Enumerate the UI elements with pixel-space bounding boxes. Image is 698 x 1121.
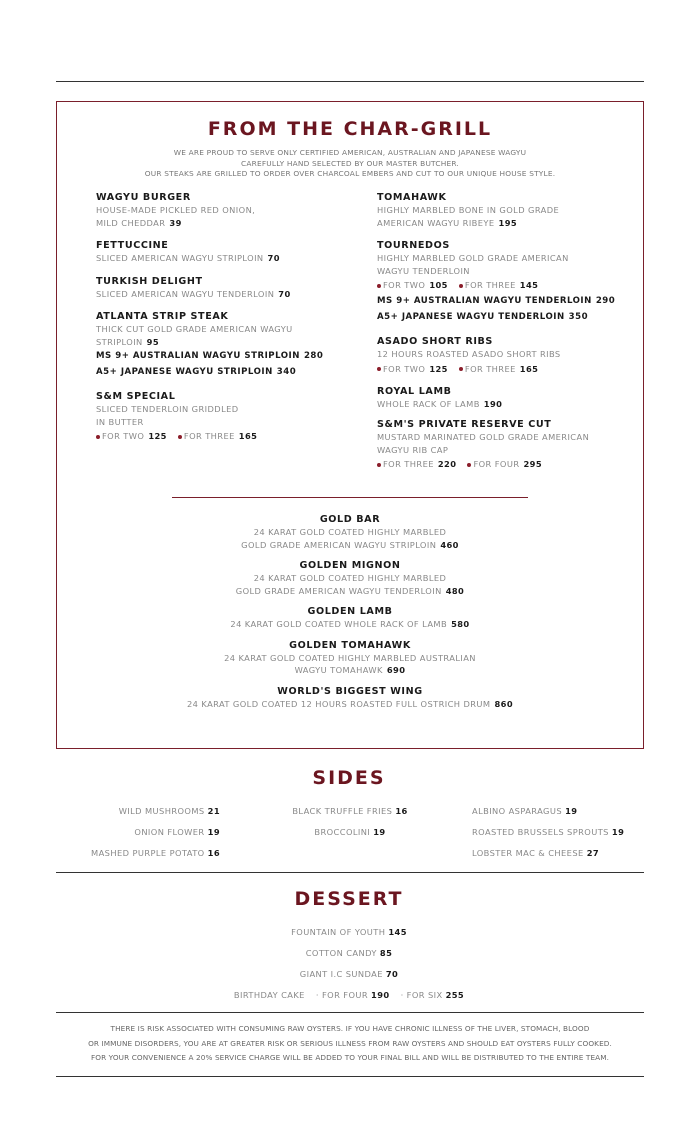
dessert-item — [0, 943, 698, 964]
item-desc-text: WAGYU TOMAHAWK — [294, 665, 383, 675]
item-name: ROYAL LAMB — [377, 385, 452, 397]
item-desc-text: SLICED AMERICAN WAGYU STRIPLOIN — [96, 253, 264, 263]
item-desc — [57, 539, 643, 552]
menu-item-sm-special — [96, 390, 366, 444]
item-name: S&M SPECIAL — [96, 391, 176, 402]
item-desc: HIGHLY MARBLED GOLD GRADE AMERICAN — [377, 253, 569, 263]
option-label: FOR TWO — [383, 280, 426, 290]
item-variant — [96, 364, 366, 380]
variant-price: 340 — [276, 367, 297, 377]
menu-item-turkish-delight — [96, 275, 366, 301]
side-item — [472, 843, 624, 864]
disclaimer — [56, 1022, 644, 1066]
option-price: 165 — [519, 363, 539, 374]
item-desc-text: STRIPLOIN — [96, 336, 143, 347]
option — [377, 459, 456, 469]
item-price: 95 — [146, 336, 160, 347]
item-name: WAGYU BURGER — [96, 192, 191, 203]
variant-price: 280 — [303, 351, 324, 361]
menu-item-tomahawk — [377, 191, 647, 229]
dessert-price: 145 — [388, 927, 407, 937]
side-item — [91, 801, 220, 822]
item-price: 70 — [278, 288, 291, 299]
option-label: · FOR FOUR — [315, 990, 369, 1000]
side-name: BLACK TRUFFLE FRIES — [292, 806, 393, 816]
option — [459, 280, 538, 290]
menu-item-golden-tomahawk — [57, 639, 643, 677]
item-name: TOURNEDOS — [377, 240, 450, 251]
side-price: 21 — [207, 806, 220, 816]
item-price: 460 — [440, 539, 459, 550]
item-desc — [96, 217, 366, 230]
item-desc — [96, 288, 366, 301]
variant-name: A5+ JAPANESE WAGYU STRIPLOIN — [96, 367, 273, 377]
item-desc: HOUSE-MADE PICKLED RED ONION, — [96, 205, 256, 215]
item-desc: WAGYU RIB CAP — [377, 444, 449, 455]
dessert-price: 85 — [379, 948, 393, 958]
option-price: 295 — [523, 459, 543, 469]
intro-line: WE ARE PROUD TO SERVE ONLY CERTIFIED AMERICAN, AUSTRALIAN AND JAPANESE WAGYU — [173, 148, 527, 157]
menu-item-asado-short-ribs — [377, 335, 647, 377]
item-desc: 24 KARAT GOLD COATED HIGHLY MARBLED — [253, 573, 447, 583]
bottom-rule — [56, 1076, 644, 1077]
option-label: FOR FOUR — [473, 459, 520, 469]
option-price: 145 — [519, 280, 539, 290]
item-price: 190 — [483, 398, 503, 409]
side-name: BROCCOLINI — [314, 827, 371, 837]
item-price: 860 — [494, 698, 513, 709]
side-price: 19 — [207, 827, 220, 837]
dessert-item — [0, 922, 698, 943]
item-desc: SLICED TENDERLOIN GRIDDLED — [96, 404, 239, 414]
item-options — [377, 456, 647, 472]
item-desc-text: 24 KARAT GOLD COATED WHOLE RACK OF LAMB — [230, 619, 448, 629]
section-title-dessert: DESSERT — [294, 888, 404, 910]
item-desc: HIGHLY MARBLED BONE IN GOLD GRADE — [377, 205, 560, 215]
dessert-item-birthday-cake — [0, 985, 698, 1006]
side-item — [91, 843, 220, 864]
item-name: ATLANTA STRIP STEAK — [96, 311, 229, 322]
side-name: WILD MUSHROOMS — [118, 806, 205, 816]
variant-price: 350 — [568, 312, 589, 322]
item-desc: WAGYU TENDERLOIN — [377, 265, 470, 276]
side-price: 16 — [395, 806, 408, 816]
option-label: FOR TWO — [383, 363, 426, 374]
side-item — [91, 822, 220, 843]
sides-bottom-rule — [56, 872, 644, 873]
side-price: 19 — [373, 827, 386, 837]
bullet-dot-icon — [467, 463, 471, 467]
bullet-dot-icon — [178, 435, 182, 439]
gold-items — [57, 513, 643, 718]
item-name: WORLD'S BIGGEST WING — [277, 685, 423, 697]
bullet-dot-icon — [459, 367, 463, 371]
option-price: 105 — [429, 280, 448, 290]
item-desc-text: AMERICAN WAGYU RIBEYE — [377, 217, 495, 228]
side-name: ONION FLOWER — [134, 827, 205, 837]
side-item — [250, 822, 450, 843]
item-name: GOLDEN LAMB — [307, 606, 393, 617]
item-price: 39 — [169, 217, 182, 228]
side-price: 27 — [586, 848, 600, 858]
dessert-name: GIANT I.C SUNDAE — [299, 969, 383, 979]
menu-item-gold-bar — [57, 513, 643, 551]
option-price: 165 — [238, 431, 258, 441]
bullet-dot-icon — [377, 284, 381, 288]
side-name: ROASTED BRUSSELS SPROUTS — [472, 827, 609, 837]
option — [377, 364, 448, 374]
option — [377, 280, 448, 290]
intro-line: OUR STEAKS ARE GRILLED TO ORDER OVER CHARCOAL EMBERS AND CUT TO OUR UNIQUE HOUSE STYLE. — [144, 169, 556, 179]
menu-item-royal-lamb — [377, 385, 647, 411]
option-label: FOR THREE — [464, 363, 516, 374]
variant-price: 290 — [595, 296, 616, 306]
side-item — [250, 801, 450, 822]
dessert-list — [0, 922, 698, 1006]
menu-item-atlanta-strip-steak — [96, 310, 366, 380]
item-desc — [57, 618, 643, 631]
item-name: ASADO SHORT RIBS — [377, 336, 493, 347]
sides-column-2 — [250, 801, 450, 843]
bullet-dot-icon — [377, 367, 381, 371]
option — [96, 431, 167, 441]
item-price: 480 — [445, 585, 465, 596]
bullet-dot-icon — [459, 284, 463, 288]
top-rule — [56, 81, 644, 82]
section-title-sides: SIDES — [312, 767, 386, 789]
side-name: ALBINO ASPARAGUS — [472, 806, 563, 816]
menu-item-golden-lamb — [57, 605, 643, 631]
menu-item-tournedos — [377, 239, 647, 325]
disclaimer-line: FOR YOUR CONVENIENCE A 20% SERVICE CHARGE WILL BE ADDED TO YOUR FINAL BILL AND WILL BE DISTRIBUTED TO THE ENTIRE TEAM. — [90, 1053, 610, 1062]
item-desc: IN BUTTER — [96, 416, 144, 427]
menu-column-right — [377, 191, 647, 479]
side-name: MASHED PURPLE POTATO — [91, 848, 205, 858]
item-desc: THICK CUT GOLD GRADE AMERICAN WAGYU — [96, 324, 293, 334]
item-price: 195 — [498, 217, 518, 228]
item-desc-text: GOLD GRADE AMERICAN WAGYU STRIPLOIN — [241, 539, 437, 550]
option-label: · FOR SIX — [400, 990, 443, 1000]
item-desc: 24 KARAT GOLD COATED HIGHLY MARBLED AUSTRALIAN — [224, 652, 476, 663]
disclaimer-line: OR IMMUNE DISORDERS, YOU ARE AT GREATER RISK OR SERIOUS ILLNESS FROM RAW OYSTERS AND SHOULD EAT OYSTERS FULLY COOKED. — [88, 1038, 612, 1048]
option-price: 125 — [148, 431, 167, 441]
item-name: TURKISH DELIGHT — [96, 275, 203, 287]
bullet-dot-icon — [96, 435, 100, 439]
sides-column-1 — [91, 801, 220, 864]
item-options — [96, 428, 366, 444]
char-grill-intro — [57, 148, 643, 180]
item-desc — [96, 252, 366, 265]
char-grill-section — [56, 101, 644, 749]
item-variant — [377, 309, 647, 325]
side-price: 19 — [611, 827, 625, 837]
option-label: FOR THREE — [183, 431, 235, 441]
dessert-item — [0, 964, 698, 985]
option-label: FOR TWO — [102, 431, 145, 441]
item-name: GOLDEN TOMAHAWK — [289, 639, 411, 651]
item-desc: 12 HOURS ROASTED ASADO SHORT RIBS — [377, 349, 561, 359]
item-options — [377, 277, 647, 293]
option — [459, 364, 538, 374]
item-desc-text: SLICED AMERICAN WAGYU TENDERLOIN — [96, 288, 275, 299]
disclaimer-line: THERE IS RISK ASSOCIATED WITH CONSUMING RAW OYSTERS. IF YOU HAVE CHRONIC ILLNESS OF THE LIVER, STOMACH, BLOOD — [110, 1024, 590, 1033]
item-variant — [377, 293, 647, 309]
option — [467, 459, 542, 469]
item-desc — [96, 336, 366, 349]
item-desc: 24 KARAT GOLD COATED HIGHLY MARBLED — [253, 527, 447, 537]
option-price: 125 — [429, 363, 448, 374]
item-name: S&M'S PRIVATE RESERVE CUT — [377, 419, 552, 430]
item-price: 580 — [451, 619, 470, 629]
item-name: TOMAHAWK — [377, 192, 447, 203]
dessert-name: BIRTHDAY CAKE — [233, 990, 305, 1000]
menu-item-private-reserve-cut — [377, 418, 647, 472]
dessert-price: 70 — [385, 969, 399, 979]
menu-item-worlds-biggest-wing — [57, 685, 643, 711]
side-item — [472, 822, 624, 843]
variant-name: MS 9+ AUSTRALIAN WAGYU TENDERLOIN — [377, 296, 592, 306]
item-desc-text: WHOLE RACK OF LAMB — [377, 398, 480, 409]
item-name: GOLD BAR — [319, 514, 381, 525]
variant-name: MS 9+ AUSTRALIAN WAGYU STRIPLOIN — [96, 351, 300, 361]
option-label: FOR THREE — [383, 459, 434, 469]
intro-line: CAREFULLY HAND SELECTED BY OUR MASTER BUTCHER. — [241, 158, 459, 168]
dessert-bottom-rule — [56, 1012, 644, 1013]
menu-item-golden-mignon — [57, 559, 643, 597]
dessert-name: FOUNTAIN OF YOUTH — [291, 927, 386, 937]
variant-name: A5+ JAPANESE WAGYU TENDERLOIN — [377, 312, 565, 322]
item-desc-text: 24 KARAT GOLD COATED 12 HOURS ROASTED FULL OSTRICH DRUM — [186, 698, 491, 709]
side-price: 19 — [565, 806, 578, 816]
option-price: 190 — [371, 990, 390, 1000]
dessert-name: COTTON CANDY — [305, 948, 377, 958]
item-name: FETTUCCINE — [96, 240, 169, 251]
option-price: 255 — [445, 990, 465, 1000]
item-name: GOLDEN MIGNON — [299, 560, 401, 571]
option-label: FOR THREE — [464, 280, 516, 290]
option-price: 220 — [437, 459, 457, 469]
item-price: 690 — [386, 665, 406, 675]
section-divider — [172, 497, 528, 498]
side-item — [472, 801, 624, 822]
sides-column-3 — [472, 801, 624, 864]
item-variant — [96, 348, 366, 364]
menu-column-left — [96, 191, 366, 451]
side-price: 16 — [207, 848, 220, 858]
item-desc — [57, 664, 643, 677]
item-price: 70 — [267, 253, 280, 263]
item-desc-text: GOLD GRADE AMERICAN WAGYU TENDERLOIN — [235, 585, 442, 596]
item-options — [377, 361, 647, 377]
item-desc — [377, 217, 647, 230]
bullet-dot-icon — [377, 463, 381, 467]
side-name: LOBSTER MAC & CHEESE — [472, 848, 584, 858]
section-title-char-grill: FROM THE CHAR-GRILL — [207, 118, 493, 140]
item-desc — [57, 585, 643, 598]
menu-item-wagyu-burger — [96, 191, 366, 229]
item-desc — [57, 698, 643, 711]
menu-item-fettuccine — [96, 239, 366, 265]
option — [178, 431, 257, 441]
item-desc — [377, 398, 647, 411]
item-desc-text: MILD CHEDDAR — [96, 217, 166, 228]
item-desc: MUSTARD MARINATED GOLD GRADE AMERICAN — [377, 432, 590, 442]
